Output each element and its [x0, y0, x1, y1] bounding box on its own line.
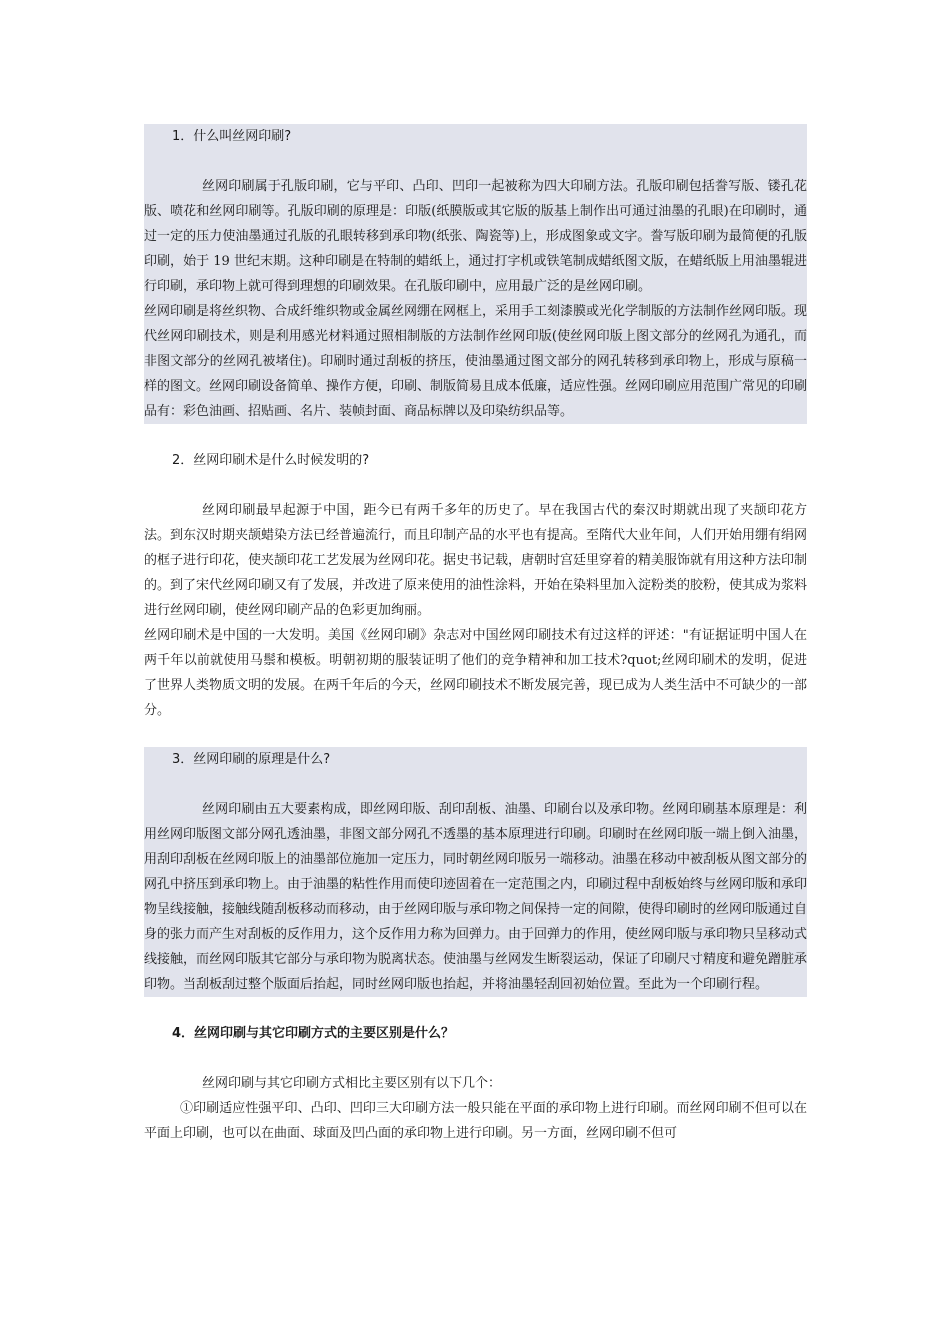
section-1-paragraph-2: 丝网印刷是将丝织物、合成纤维织物或金属丝网绷在网框上，采用手工刻漆膜或光化学制版的方法制作丝网印版。现代丝网印刷技术，则是利用感光材料通过照相制版的方法制作丝网印版(使丝网印版上图文部分的丝网孔为通孔，而非图文部分的丝网孔被堵住)。印刷时通过刮板的挤压，使油墨通过图文部分的网孔转移到承印物上，形成与原稿一样的图文。丝网印刷设备简单、操作方便，印刷、制版简易且成本低廉，适应性强。丝网印刷应用范围广常见的印刷品有：彩色油画、招贴画、名片、装帧封面、商品标牌以及印染纺织品等。: [144, 304, 808, 419]
section-2-paragraph-1: 丝网印刷最早起源于中国，距今已有两千多年的历史了。早在我国古代的秦汉时期就出现了夹颉印花方法。到东汉时期夹颉蜡染方法已经普遍流行，而且印制产品的水平也有提高。至隋代大业年间，人们开始用绷有绢网的框子进行印花，使夹颉印花工艺发展为丝网印花。据史书记载，唐朝时宫廷里穿着的精美服饰就有用这种方法印制的。到了宋代丝网印刷又有了发展，并改进了原来使用的油性涂料，开始在染料里加入淀粉类的胶粉，使其成为浆料进行丝网印刷，使丝网印刷产品的色彩更加绚丽。: [144, 503, 808, 618]
section-4: [144, 1021, 807, 1146]
section-2-heading: 2．丝网印刷术是什么时候发明的?: [172, 453, 370, 468]
section-1-paragraph-1: 丝网印刷属于孔版印刷，它与平印、凸印、凹印一起被称为四大印刷方法。孔版印刷包括誊写版、镂孔花版、喷花和丝网印刷等。孔版印刷的原理是：印版(纸膜版或其它版的版基上制作出可通过油墨的孔眼)在印刷时，通过一定的压力使油墨通过孔版的孔眼转移到承印物(纸张、陶瓷等)上，形成图象或文字。誊写版印刷为最简便的孔版印刷，始于 19 世纪末期。这种印刷是在特制的蜡纸上，通过打字机或铁笔制成蜡纸图文版，在蜡纸版上用油墨辊进行印刷，承印物上就可得到理想的印刷效果。在孔版印刷中，应用最广泛的是丝网印刷。: [144, 179, 807, 294]
section-2-paragraph-2: 丝网印刷术是中国的一大发明。美国《丝网印刷》杂志对中国丝网印刷技术有过这样的评述："有证据证明中国人在两千年以前就使用马鬃和模板。明朝初期的服装证明了他们的竞争精神和加工技术?quot;丝网印刷术的发明，促进了世界人类物质文明的发展。在两千年后的今天，丝网印刷技术不断发展完善，现已成为人类生活中不可缺少的一部分。: [144, 628, 808, 718]
section-4-heading: 4．丝网印刷与其它印刷方式的主要区别是什么？: [172, 1026, 455, 1041]
section-1: [144, 124, 807, 424]
section-4-point-1: ①印刷适应性强平印、凸印、凹印三大印刷方法一般只能在平面的承印物上进行印刷。而丝网印刷不但可以在平面上印刷，也可以在曲面、球面及凹凸面的承印物上进行印刷。另一方面，丝网印刷不但可: [144, 1101, 807, 1141]
section-2: [144, 448, 807, 723]
section-3: [144, 747, 807, 997]
document-page: [144, 124, 807, 1146]
section-4-intro: 丝网印刷与其它印刷方式相比主要区别有以下几个：: [202, 1076, 502, 1091]
section-1-heading: 1．什么叫丝网印刷?: [172, 129, 292, 144]
section-3-heading: 3．丝网印刷的原理是什么?: [172, 752, 331, 767]
section-3-paragraph-1: 丝网印刷由五大要素构成，即丝网印版、刮印刮板、油墨、印刷台以及承印物。丝网印刷基本原理是：利用丝网印版图文部分网孔透油墨，非图文部分网孔不透墨的基本原理进行印刷。印刷时在丝网印版一端上倒入油墨，用刮印刮板在丝网印版上的油墨部位施加一定压力，同时朝丝网印版另一端移动。油墨在移动中被刮板从图文部分的网孔中挤压到承印物上。由于油墨的粘性作用而使印迹固着在一定范围之内，印刷过程中刮板始终与丝网印版和承印物呈线接触，接触线随刮板移动而移动，由于丝网印版与承印物之间保持一定的间隙，使得印刷时的丝网印版通过自身的张力而产生对刮板的反作用力，这个反作用力称为回弹力。由于回弹力的作用，使丝网印版与承印物只呈移动式线接触，而丝网印版其它部分与承印物为脱离状态。使油墨与丝网发生断裂运动，保证了印刷尺寸精度和避免蹭脏承印物。当刮板刮过整个版面后抬起，同时丝网印版也抬起，并将油墨轻刮回初始位置。至此为一个印刷行程。: [144, 802, 808, 992]
